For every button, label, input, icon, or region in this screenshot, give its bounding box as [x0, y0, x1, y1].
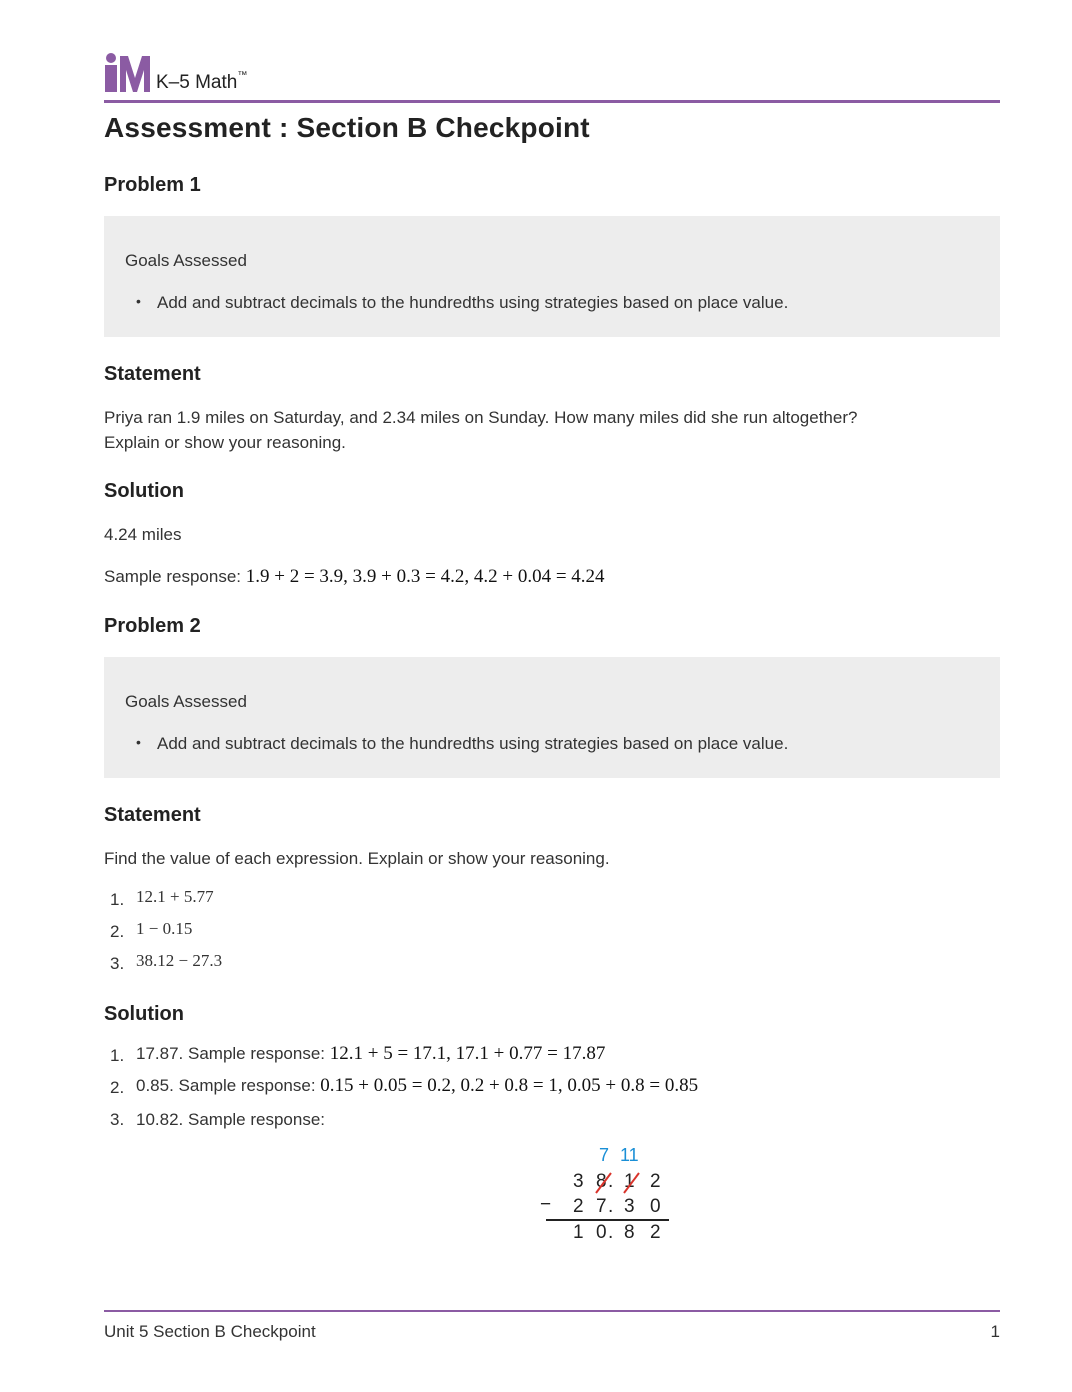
digit: 1: [624, 1171, 635, 1192]
problem1-answer: 4.24 miles: [104, 525, 182, 544]
digit: 0: [650, 1196, 661, 1217]
carry-digit: 7: [599, 1145, 610, 1165]
problem1-statement: [104, 405, 857, 455]
solution-item: [136, 1043, 605, 1065]
digit: 8: [596, 1171, 607, 1192]
digit: .: [608, 1196, 614, 1217]
sample-math: 1.9 + 2 = 3.9, 3.9 + 0.3 = 4.2, 4.2 + 0.04 = 4.24: [245, 566, 605, 587]
goal-item: Add and subtract decimals to the hundredths using strategies based on place value.: [157, 293, 789, 312]
goal-item: Add and subtract decimals to the hundredths using strategies based on place value.: [157, 734, 789, 753]
digit: 3: [573, 1171, 584, 1192]
problem2-statement-heading: Statement: [104, 804, 201, 826]
problem1-sample: [104, 564, 605, 589]
digit: 0: [596, 1222, 607, 1243]
page-title: Assessment : Section B Checkpoint: [104, 112, 590, 143]
problem2-heading: Problem 2: [104, 615, 201, 637]
goals-title: Goals Assessed: [125, 692, 247, 711]
digit: 2: [650, 1222, 661, 1243]
strike-mark: [622, 1170, 642, 1196]
digit: 2: [573, 1196, 584, 1217]
digit: 1: [573, 1222, 584, 1243]
digit: 8: [624, 1222, 635, 1243]
header-rule: [104, 100, 1000, 103]
list-item: 12.1 + 5.77: [136, 887, 214, 906]
digit: 7: [596, 1196, 607, 1217]
list-item: 38.12 − 27.3: [136, 951, 223, 970]
solution-label: 0.85. Sample response:: [136, 1076, 321, 1095]
list-number: 2.: [110, 1078, 125, 1097]
solution-label: 17.87. Sample response:: [136, 1044, 330, 1063]
solution-item: 10.82. Sample response:: [136, 1110, 326, 1129]
list-number: 1.: [110, 1046, 125, 1065]
goals-title: Goals Assessed: [125, 251, 247, 270]
digit: .: [608, 1171, 614, 1192]
brand-name: K–5 Math™: [156, 70, 248, 93]
list-item: 1 − 0.15: [136, 919, 193, 938]
solution-math: 12.1 + 5 = 17.1, 17.1 + 0.77 = 17.87: [329, 1043, 606, 1064]
problem2-solution-heading: Solution: [104, 1003, 184, 1025]
im-logo: [104, 52, 154, 94]
bullet-icon: •: [136, 293, 141, 309]
problem1-goals-box: [104, 216, 1000, 337]
statement-line: Explain or show your reasoning.: [104, 433, 346, 452]
footer-title: Unit 5 Section B Checkpoint: [104, 1322, 316, 1341]
list-number: 3.: [110, 954, 125, 973]
statement-line: Priya ran 1.9 miles on Saturday, and 2.34 miles on Sunday. How many miles did she run altogether?: [104, 408, 858, 427]
digit: 3: [624, 1196, 635, 1217]
sample-label: Sample response:: [104, 567, 246, 586]
problem1-statement-heading: Statement: [104, 363, 201, 385]
list-number: 2.: [110, 922, 125, 941]
footer-rule: [104, 1310, 1000, 1312]
solution-item: [136, 1075, 698, 1097]
list-number: 1.: [110, 890, 125, 909]
digit: .: [608, 1222, 614, 1243]
subtraction-workout: [530, 1142, 680, 1252]
solution-math: 0.15 + 0.05 = 0.2, 0.2 + 0.8 = 1, 0.05 + 0.8 = 0.85: [320, 1075, 699, 1096]
problem1-solution-heading: Solution: [104, 480, 184, 502]
strike-mark: [594, 1170, 614, 1196]
list-number: 3.: [110, 1110, 125, 1129]
problem2-goals-box: [104, 657, 1000, 778]
problem2-statement: Find the value of each expression. Explain or show your reasoning.: [104, 849, 610, 868]
minus-sign: −: [540, 1194, 552, 1215]
carry-digit: 11: [620, 1145, 639, 1165]
page-number: 1: [990, 1322, 1000, 1341]
header: [104, 52, 1000, 102]
problem1-heading: Problem 1: [104, 174, 201, 196]
bullet-icon: •: [136, 734, 141, 750]
digit: 2: [650, 1171, 661, 1192]
sum-line: [546, 1219, 669, 1221]
